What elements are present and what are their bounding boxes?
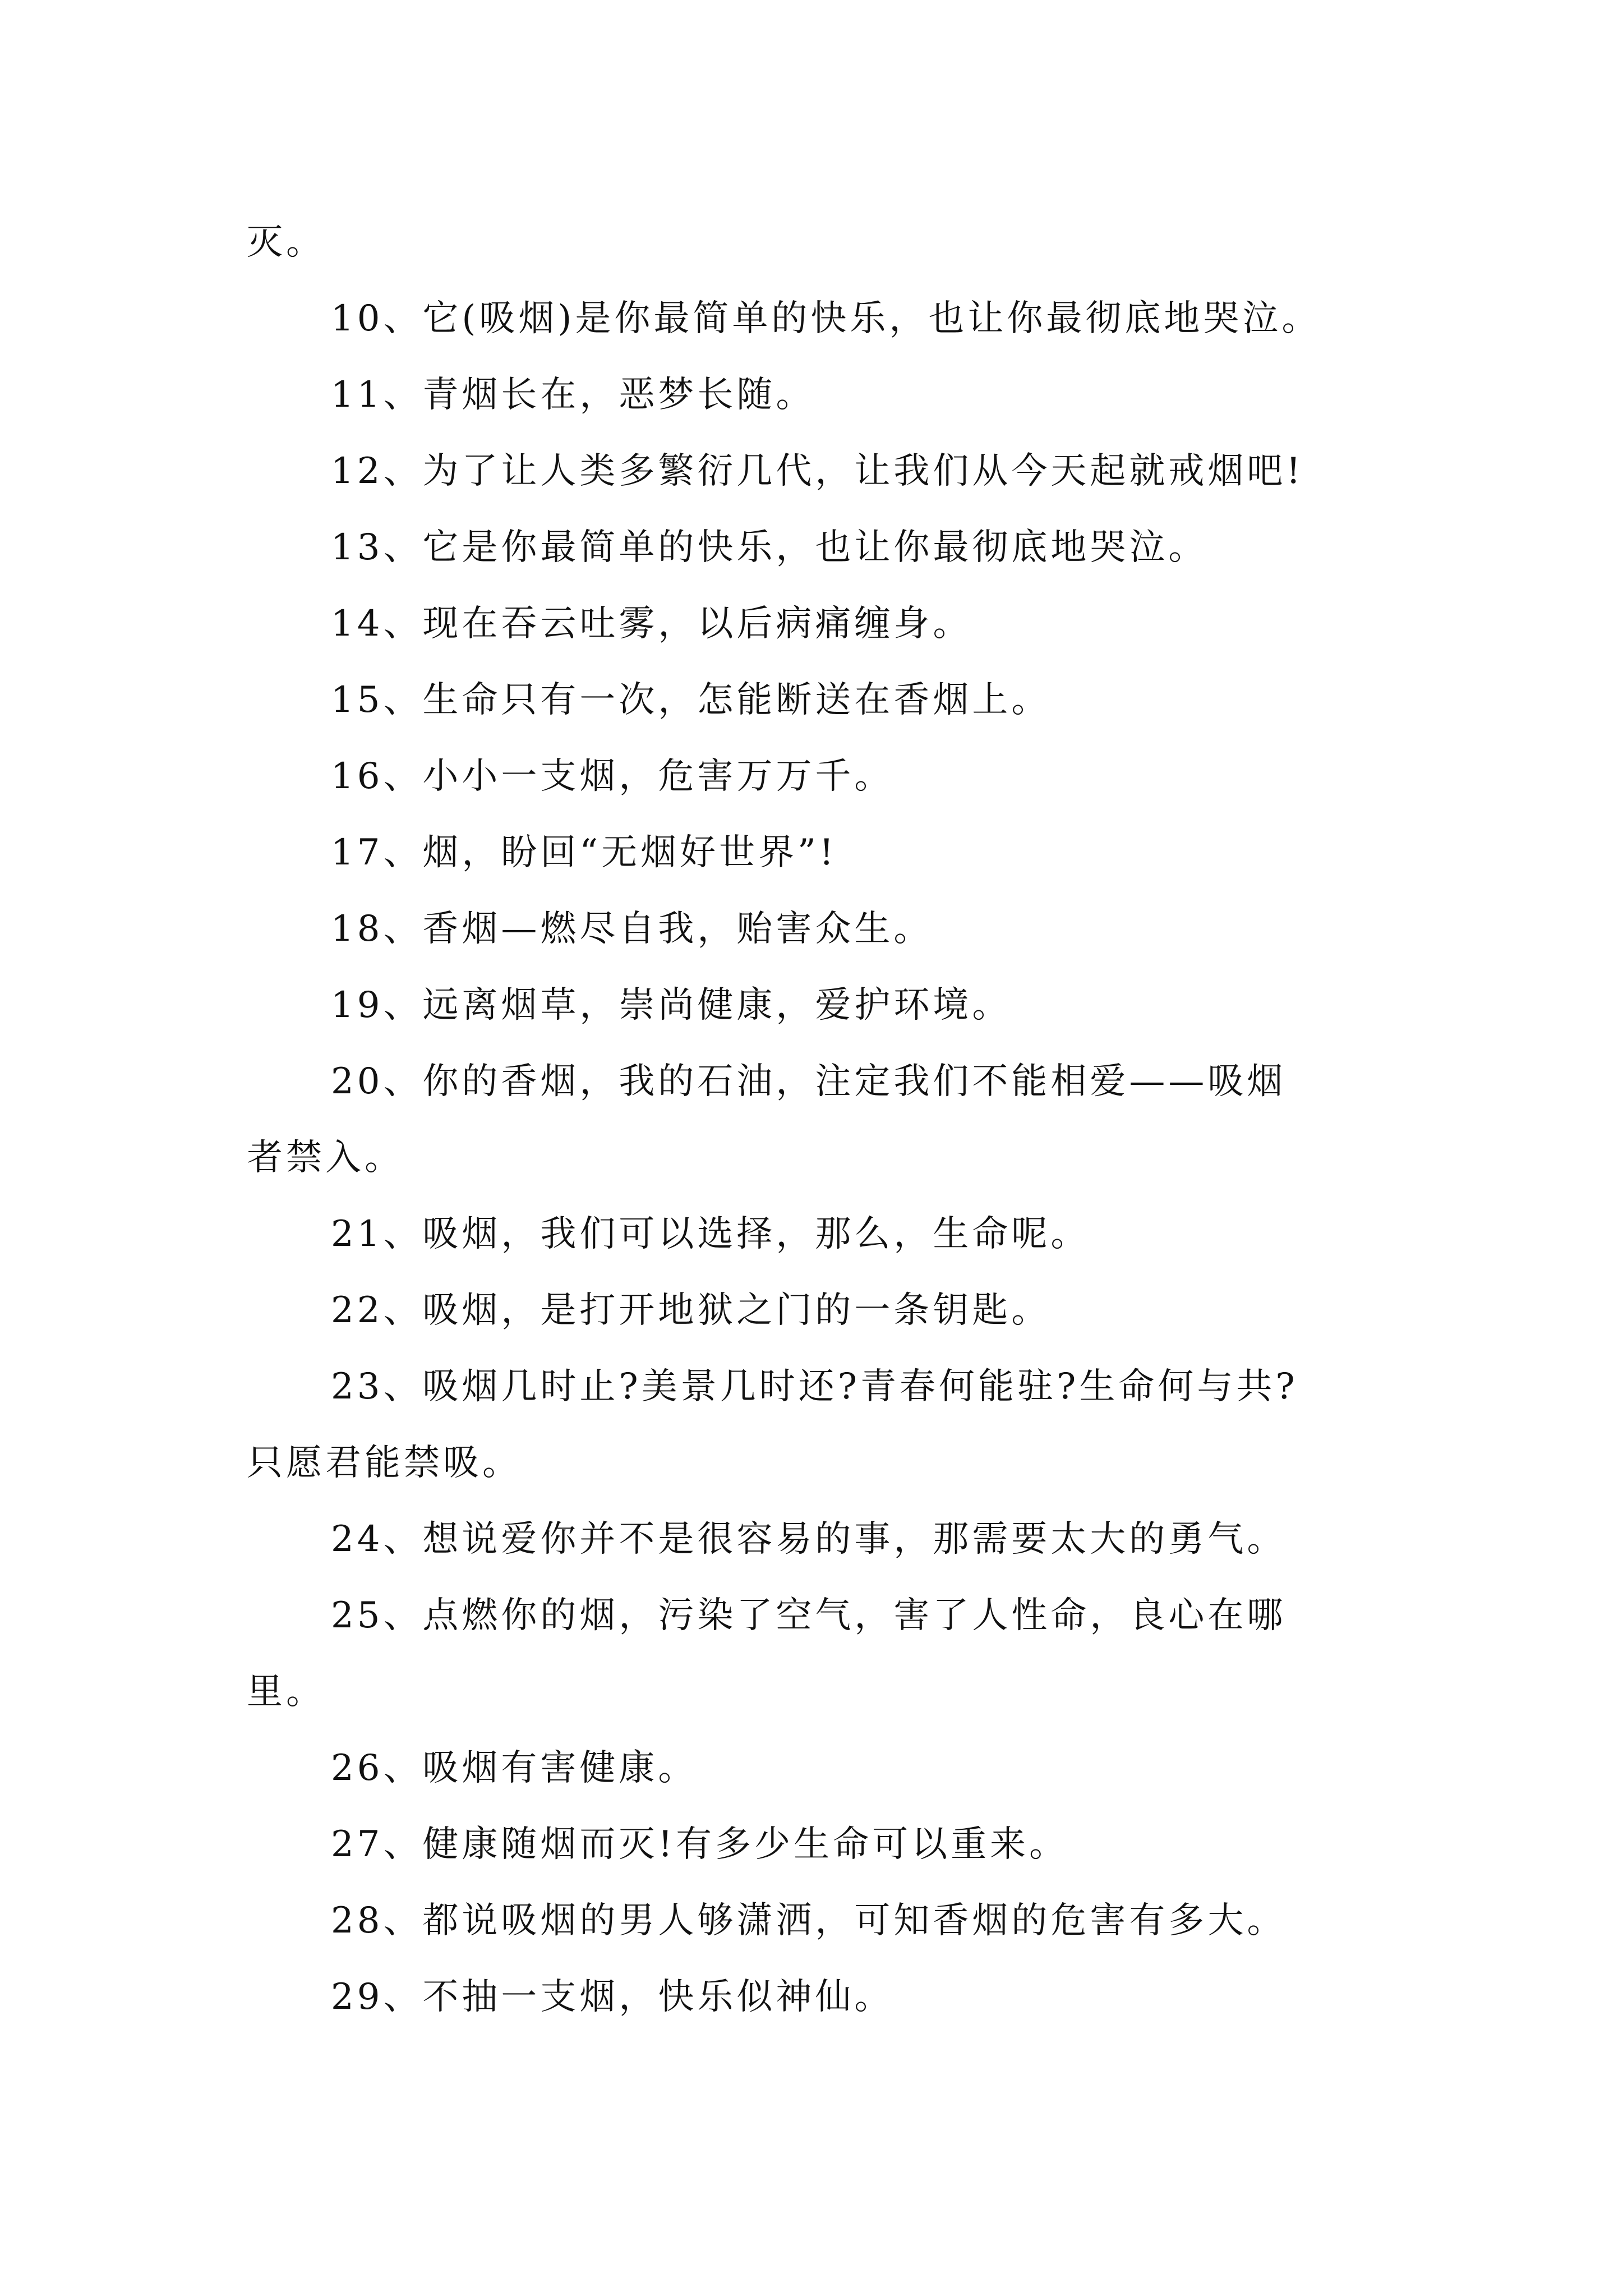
slogan-22: 22、吸烟，是打开地狱之门的一条钥匙。	[331, 1290, 1051, 1331]
slogan-25: 25、点燃你的烟，污染了空气，害了人性命，良心在哪	[331, 1595, 1287, 1636]
slogan-15: 15、生命只有一次，怎能断送在香烟上。	[331, 679, 1051, 721]
slogan-10: 10、它(吸烟)是你最简单的快乐，也让你最彻底地哭泣。	[331, 298, 1321, 339]
text-line-continuation: 灭。	[247, 222, 325, 263]
slogan-29: 29、不抽一支烟，快乐似神仙。	[331, 1976, 894, 2018]
slogan-19: 19、远离烟草，崇尚健康，爱护环境。	[331, 984, 1012, 1026]
slogan-13: 13、它是你最简单的快乐，也让你最彻底地哭泣。	[331, 527, 1208, 568]
slogan-20-continuation: 者禁入。	[247, 1137, 404, 1179]
slogan-11: 11、青烟长在，恶梦长随。	[331, 374, 815, 416]
slogan-18: 18、香烟—燃尽自我，贻害众生。	[331, 908, 933, 950]
slogan-21: 21、吸烟，我们可以选择，那么，生命呢。	[331, 1213, 1090, 1255]
slogan-26: 26、吸烟有害健康。	[331, 1747, 698, 1789]
slogan-14: 14、现在吞云吐雾，以后病痛缠身。	[331, 603, 972, 645]
slogan-23: 23、吸烟几时止?美景几时还?青春何能驻?生命何与共?	[331, 1366, 1298, 1407]
slogan-20: 20、你的香烟，我的石油，注定我们不能相爱——吸烟	[331, 1061, 1287, 1102]
slogan-24: 24、想说爱你并不是很容易的事，那需要太大的勇气。	[331, 1519, 1287, 1560]
slogan-23-continuation: 只愿君能禁吸。	[247, 1442, 522, 1484]
slogan-25-continuation: 里。	[247, 1671, 325, 1713]
slogan-12: 12、为了让人类多繁衍几代，让我们从今天起就戒烟吧!	[331, 450, 1304, 492]
slogan-28: 28、都说吸烟的男人够潇洒，可知香烟的危害有多大。	[331, 1900, 1287, 1941]
slogan-27: 27、健康随烟而灭!有多少生命可以重来。	[331, 1824, 1069, 1865]
slogan-17: 17、烟，盼回“无烟好世界”!	[331, 832, 837, 873]
slogan-16: 16、小小一支烟，危害万万千。	[331, 756, 894, 797]
